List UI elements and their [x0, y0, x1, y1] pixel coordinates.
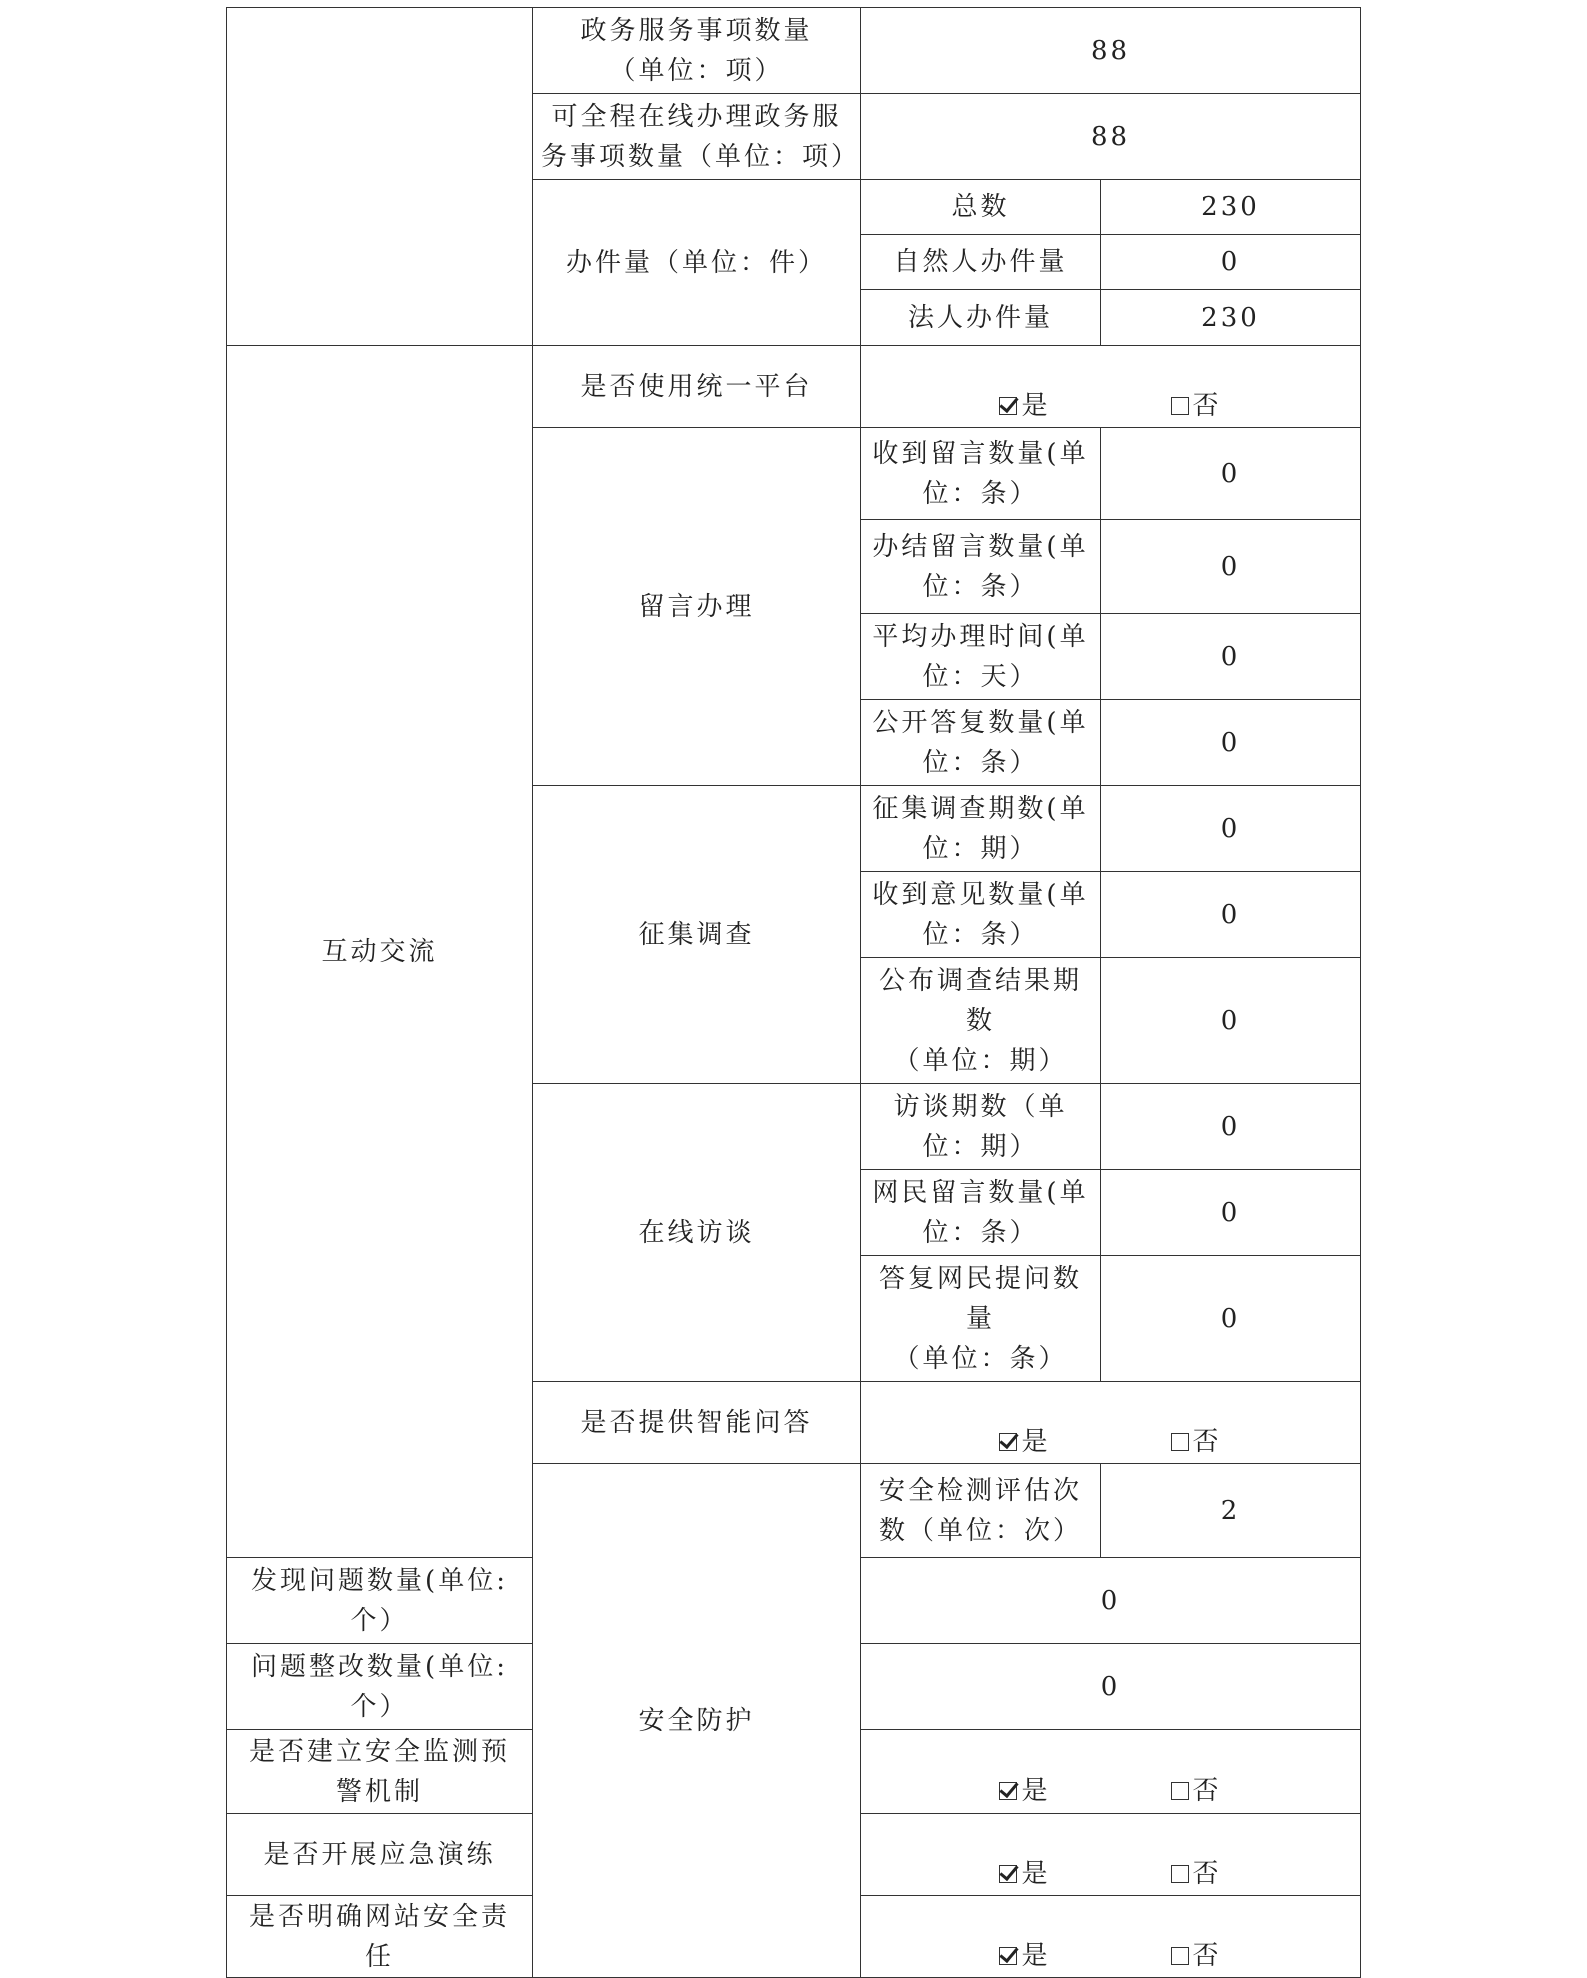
netizen-messages-value: 0 [1101, 1170, 1361, 1256]
survey-results-label: 公布调查结果期数 （单位：期） [861, 958, 1101, 1084]
no-option: 否 [1192, 1941, 1222, 1971]
interview-periods-label: 访谈期数（单位：期） [861, 1084, 1101, 1170]
answers-label: 答复网民提问数量 （单位：条） [861, 1256, 1101, 1382]
online-items-value: 88 [861, 94, 1361, 180]
checked-box-icon [999, 1782, 1017, 1800]
messages-label: 留言办理 [533, 428, 861, 786]
security-duty-label: 是否明确网站安全责任 [227, 1896, 533, 1978]
total-label: 总数 [861, 180, 1101, 235]
survey-periods-value: 0 [1101, 786, 1361, 872]
unchecked-box-icon [1171, 1433, 1189, 1451]
yes-option: 是 [1021, 1776, 1051, 1806]
assessment-value: 2 [1101, 1464, 1361, 1558]
warning-mechanism-label: 是否建立安全监测预警机制 [227, 1730, 533, 1814]
items-label: 政务服务事项数量 （单位：项） [533, 8, 861, 94]
yes-option: 是 [1021, 1427, 1051, 1457]
natural-cases-value: 0 [1101, 235, 1361, 290]
avg-time-value: 0 [1101, 614, 1361, 700]
avg-time-label: 平均办理时间(单位：天） [861, 614, 1101, 700]
yes-option: 是 [1021, 1941, 1051, 1971]
interaction-section-label: 互动交流 [227, 346, 533, 1558]
closed-messages-label: 办结留言数量(单位：条） [861, 520, 1101, 614]
online-items-label: 可全程在线办理政务服务事项数量（单位：项） [533, 94, 861, 180]
total-value: 230 [1101, 180, 1361, 235]
opinions-label: 收到意见数量(单位：条） [861, 872, 1101, 958]
interview-periods-value: 0 [1101, 1084, 1361, 1170]
security-section-label: 安全防护 [533, 1464, 861, 1978]
answers-value: 0 [1101, 1256, 1361, 1382]
smart-qa-label: 是否提供智能问答 [533, 1382, 861, 1464]
no-option: 否 [1192, 391, 1222, 421]
report-table [226, 7, 1361, 1978]
emergency-drill-choice [861, 1814, 1361, 1896]
gov-services-section-cell [227, 8, 533, 346]
checked-box-icon [999, 1865, 1017, 1883]
unified-platform-label: 是否使用统一平台 [533, 346, 861, 428]
unchecked-box-icon [1171, 1865, 1189, 1883]
opinions-value: 0 [1101, 872, 1361, 958]
survey-results-value: 0 [1101, 958, 1361, 1084]
problems-value: 0 [861, 1558, 1361, 1644]
legal-cases-label: 法人办件量 [861, 290, 1101, 346]
checked-box-icon [999, 1433, 1017, 1451]
unchecked-box-icon [1171, 397, 1189, 415]
no-option: 否 [1192, 1859, 1222, 1889]
checked-box-icon [999, 397, 1017, 415]
legal-cases-value: 230 [1101, 290, 1361, 346]
warning-mechanism-choice [861, 1730, 1361, 1814]
checked-box-icon [999, 1947, 1017, 1965]
interview-label: 在线访谈 [533, 1084, 861, 1382]
closed-messages-value: 0 [1101, 520, 1361, 614]
received-messages-label: 收到留言数量(单位：条） [861, 428, 1101, 520]
no-option: 否 [1192, 1427, 1222, 1457]
public-reply-label: 公开答复数量(单位：条） [861, 700, 1101, 786]
no-option: 否 [1192, 1776, 1222, 1806]
received-messages-value: 0 [1101, 428, 1361, 520]
netizen-messages-label: 网民留言数量(单位：条） [861, 1170, 1101, 1256]
cases-label: 办件量（单位：件） [533, 180, 861, 346]
unchecked-box-icon [1171, 1782, 1189, 1800]
survey-periods-label: 征集调查期数(单位：期） [861, 786, 1101, 872]
unchecked-box-icon [1171, 1947, 1189, 1965]
natural-cases-label: 自然人办件量 [861, 235, 1101, 290]
smart-qa-choice [861, 1382, 1361, 1464]
assessment-label: 安全检测评估次数（单位：次） [861, 1464, 1101, 1558]
fixed-problems-value: 0 [861, 1644, 1361, 1730]
problems-label: 发现问题数量(单位:个） [227, 1558, 533, 1644]
emergency-drill-label: 是否开展应急演练 [227, 1814, 533, 1896]
fixed-problems-label: 问题整改数量(单位:个） [227, 1644, 533, 1730]
unified-platform-choice [861, 346, 1361, 428]
yes-option: 是 [1021, 1859, 1051, 1889]
survey-label: 征集调查 [533, 786, 861, 1084]
public-reply-value: 0 [1101, 700, 1361, 786]
yes-option: 是 [1021, 391, 1051, 421]
security-duty-choice [861, 1896, 1361, 1978]
items-value: 88 [861, 8, 1361, 94]
